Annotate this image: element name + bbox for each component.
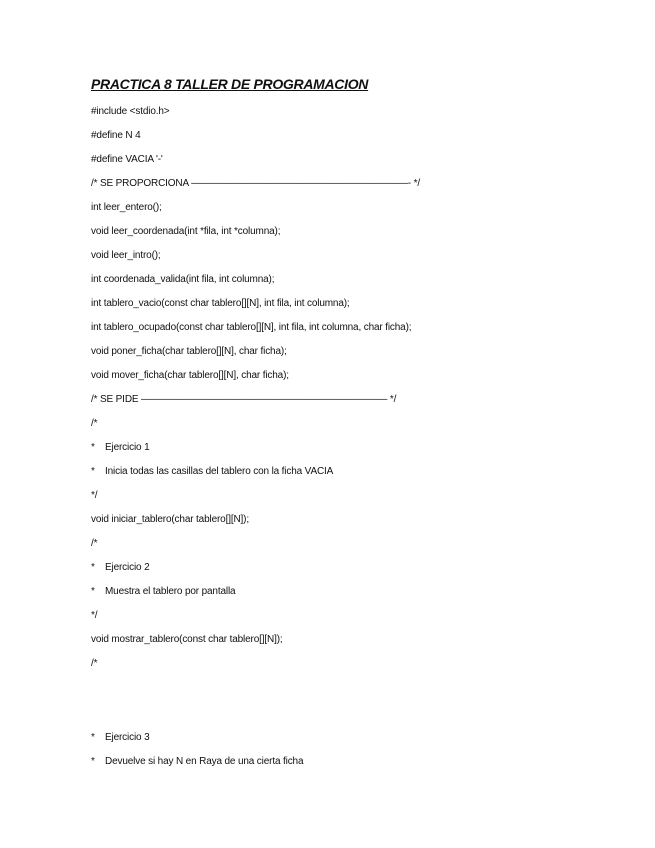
- code-line-include: #include <stdio.h>: [91, 106, 170, 117]
- comment-se-pide: /* SE PIDE ————————————————————————— */: [91, 394, 397, 405]
- exercise-heading: Ejercicio 2: [105, 562, 150, 573]
- code-line-iniciar-tablero: void iniciar_tablero(char tablero[][N]);: [91, 514, 249, 525]
- code-line-leer-coordenada: void leer_coordenada(int *fila, int *columna);: [91, 226, 281, 237]
- exercise-heading: Ejercicio 3: [105, 732, 150, 743]
- code-line-leer-intro: void leer_intro();: [91, 250, 161, 261]
- code-line-define-vacia: #define VACIA '-': [91, 154, 163, 165]
- code-line-tablero-vacio: int tablero_vacio(const char tablero[][N], int fila, int columna);: [91, 298, 350, 309]
- bullet: *: [91, 732, 95, 743]
- bullet: *: [91, 442, 95, 453]
- bullet: *: [91, 466, 95, 477]
- list-item: [91, 442, 149, 454]
- list-item: [91, 732, 149, 744]
- exercise-description: Muestra el tablero por pantalla: [105, 586, 236, 597]
- document-title: PRACTICA 8 TALLER DE PROGRAMACION: [91, 76, 369, 92]
- comment-close: */: [91, 490, 98, 501]
- comment-close: */: [91, 610, 98, 621]
- comment-se-proporciona: /* SE PROPORCIONA ——————————————————————- */: [91, 178, 420, 189]
- comment-open: /*: [91, 418, 98, 429]
- code-line-tablero-ocupado: int tablero_ocupado(const char tablero[][N], int fila, int columna, char ficha);: [91, 322, 412, 333]
- list-item: [91, 756, 303, 768]
- exercise-heading: Ejercicio 1: [105, 442, 150, 453]
- code-line-mover-ficha: void mover_ficha(char tablero[][N], char ficha);: [91, 370, 289, 381]
- code-line-poner-ficha: void poner_ficha(char tablero[][N], char ficha);: [91, 346, 287, 357]
- code-line-mostrar-tablero: void mostrar_tablero(const char tablero[][N]);: [91, 634, 283, 645]
- bullet: *: [91, 562, 95, 573]
- code-line-leer-entero: int leer_entero();: [91, 202, 162, 213]
- list-item: [91, 466, 333, 478]
- code-line-coordenada-valida: int coordenada_valida(int fila, int columna);: [91, 274, 275, 285]
- exercise-description: Devuelve si hay N en Raya de una cierta ficha: [105, 756, 304, 767]
- list-item: [91, 562, 149, 574]
- bullet: *: [91, 586, 95, 597]
- comment-open: /*: [91, 658, 98, 669]
- list-item: [91, 586, 235, 598]
- code-line-define-n: #define N 4: [91, 130, 141, 141]
- bullet: *: [91, 756, 95, 767]
- exercise-description: Inicia todas las casillas del tablero con la ficha VACIA: [105, 466, 334, 477]
- comment-open: /*: [91, 538, 98, 549]
